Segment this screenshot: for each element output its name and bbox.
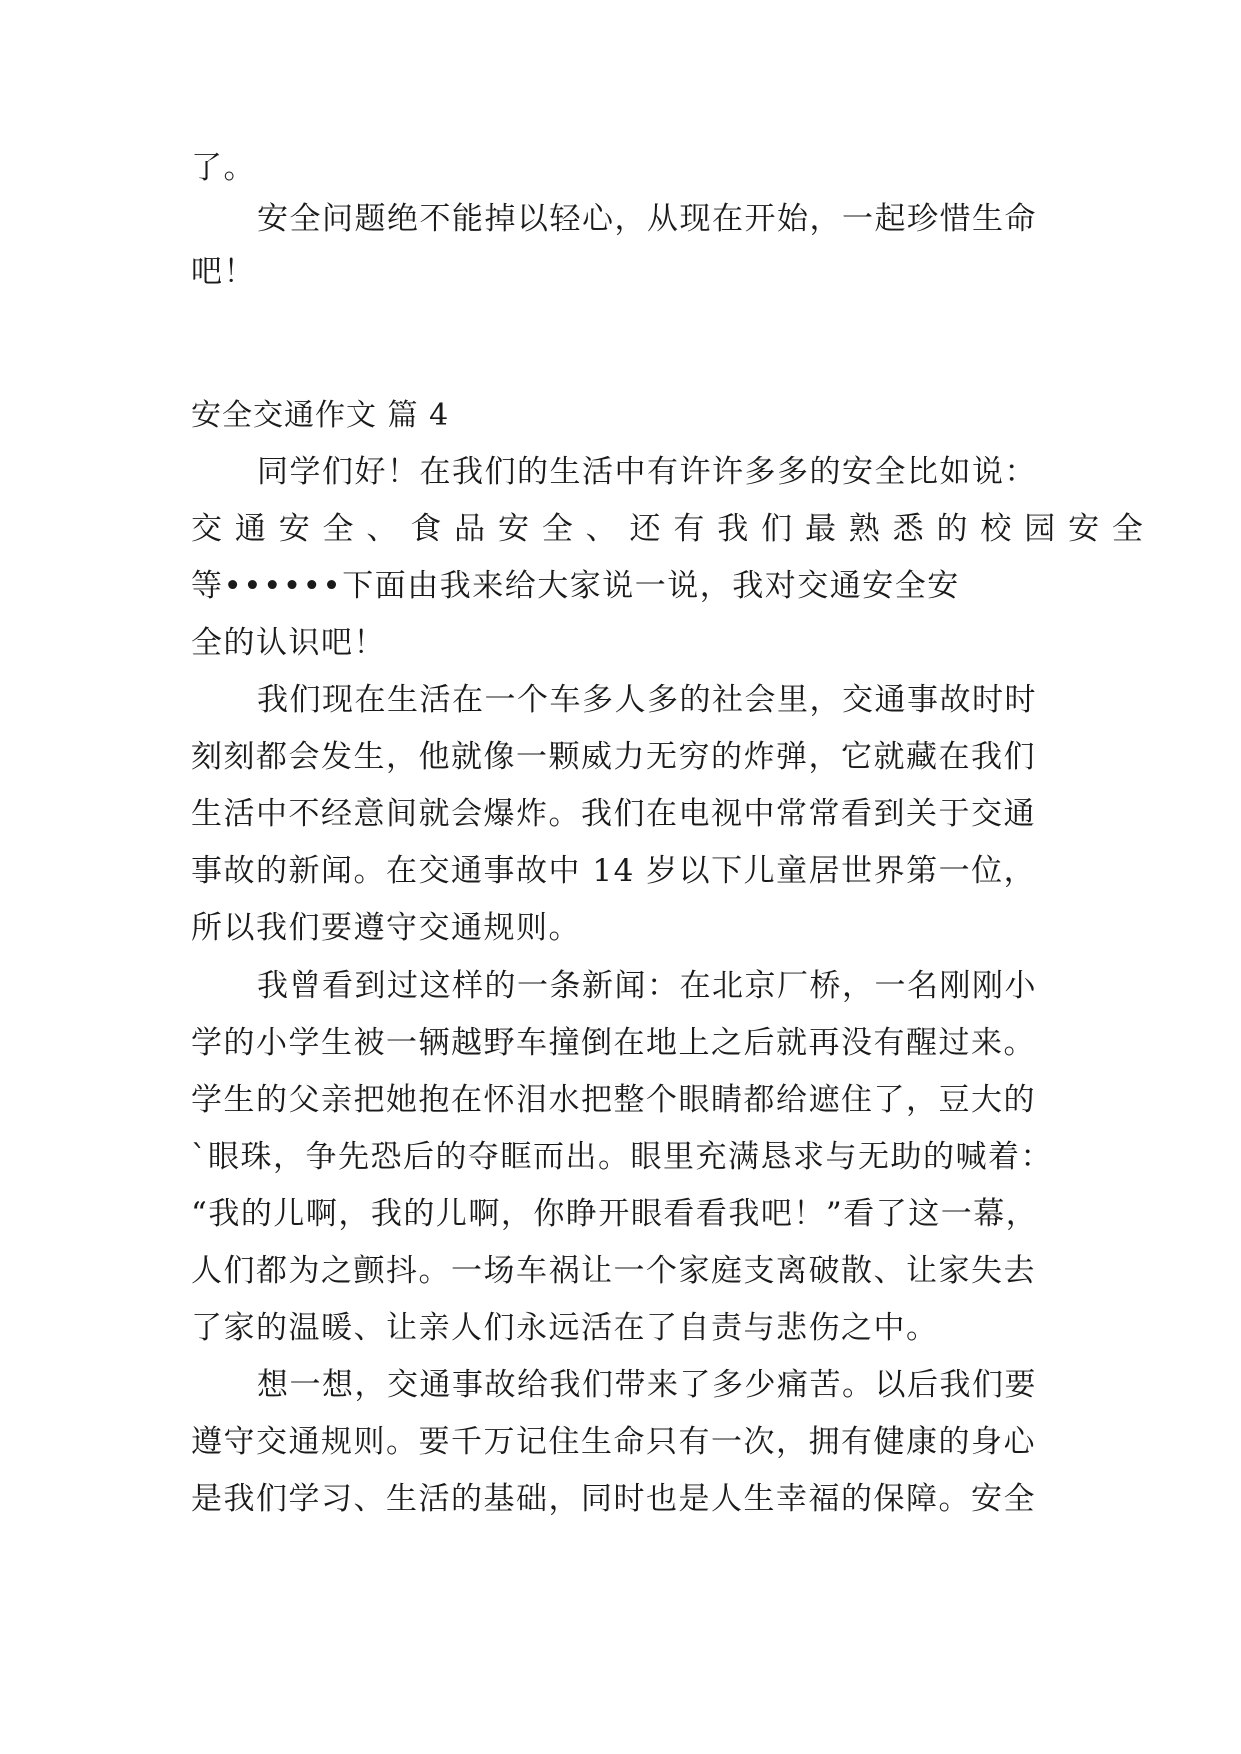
text-line: 等••••••下面由我来给大家说一说，我对交通安全安: [191, 568, 960, 604]
paragraph-start: 安全问题绝不能掉以轻心，从现在开始，一起珍惜生命: [257, 201, 1037, 237]
text-line: 遵守交通规则。要千万记住生命只有一次，拥有健康的身心: [191, 1424, 1036, 1460]
paragraph-start: 我们现在生活在一个车多人多的社会里，交通事故时时: [257, 682, 1037, 718]
text-line: 吧！: [191, 254, 256, 290]
text-line: 全的认识吧！: [191, 625, 386, 661]
text-line: “我的儿啊，我的儿啊，你睁开眼看看我吧！”看了这一幕，: [191, 1196, 1039, 1232]
paragraph-start: 同学们好！在我们的生活中有许许多多的安全比如说：: [257, 454, 1037, 490]
text-line: 了。: [191, 150, 256, 186]
text-line: 所以我们要遵守交通规则。: [191, 910, 581, 946]
text-line: 交 通 安 全 、 食 品 安 全 、 还 有 我 们 最 熟 悉 的 校 园 安 全: [191, 511, 1145, 547]
text-line: 事故的新闻。在交通事故中 14 岁以下儿童居世界第一位，: [191, 853, 1037, 889]
paragraph-start: 想一想，交通事故给我们带来了多少痛苦。以后我们要: [257, 1367, 1037, 1403]
text-line: 人们都为之颤抖。一场车祸让一个家庭支离破散、让家失去: [191, 1253, 1036, 1289]
text-line: 刻刻都会发生，他就像一颗威力无穷的炸弹，它就藏在我们: [191, 739, 1036, 775]
paragraph-start: 我曾看到过这样的一条新闻：在北京厂桥，一名刚刚小: [257, 968, 1037, 1004]
text-line: 生活中不经意间就会爆炸。我们在电视中常常看到关于交通: [191, 796, 1036, 832]
text-line: 了家的温暖、让亲人们永远活在了自责与悲伤之中。: [191, 1310, 939, 1346]
text-line: `眼珠，争先恐后的夺眶而出。眼里充满恳求与无助的喊着：: [191, 1139, 1053, 1175]
section-heading: 安全交通作文 篇 4: [191, 398, 450, 433]
text-line: 是我们学习、生活的基础，同时也是人生幸福的保障。安全: [191, 1481, 1036, 1517]
text-line: 学生的父亲把她抱在怀泪水把整个眼睛都给遮住了，豆大的: [191, 1082, 1036, 1118]
text-line: 学的小学生被一辆越野车撞倒在地上之后就再没有醒过来。: [191, 1025, 1036, 1061]
